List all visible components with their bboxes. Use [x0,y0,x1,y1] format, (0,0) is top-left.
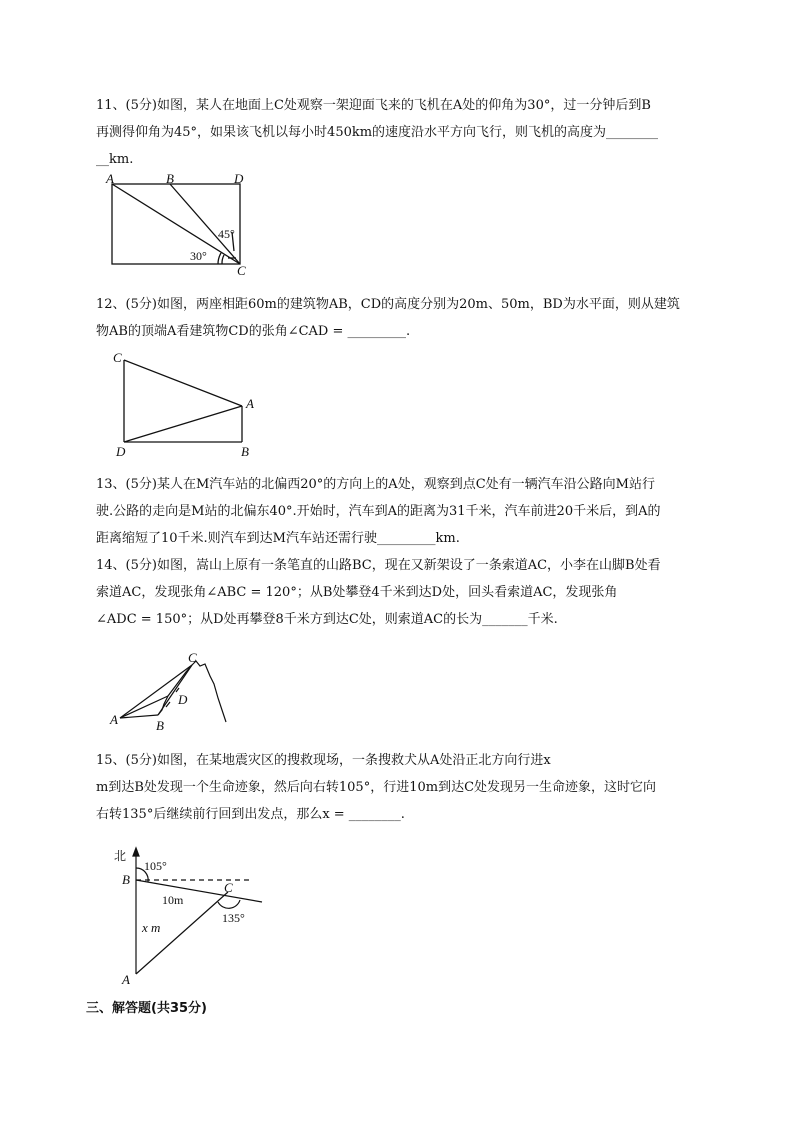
q11-line-1: 11、(5分)如图，某人在地面上C处观察一架迎面飞来的飞机在A处的仰角为30°，过一分钟后到B [96,98,651,113]
q15-angle-105: 105° [144,859,167,873]
q14-label-c: C [188,652,197,665]
q12-line-1: 12、(5分)如图，两座相距60m的建筑物AB，CD的高度分别为20m、50m，BD为水平面，则从建筑 [96,297,680,312]
q11-label-b: B [166,172,174,186]
q14-line-1: 14、(5分)如图，嵩山上原有一条笔直的山路BC，现在又新架设了一条索道AC，小李在山脚B处看 [96,558,661,573]
q15-label-x: x m [142,920,161,935]
q11-figure [100,172,260,278]
q15-label-north: 北 [114,849,127,863]
q12-label-d: D [116,444,126,459]
q14-label-b: B [156,718,164,733]
q14-label-d: D [178,692,188,707]
q14-line-3: ∠ADC = 150°；从D处再攀登8千米方到达C处，则索道AC的长为_______千米. [96,612,558,627]
q11-label-c: C [237,263,246,278]
q15-label-c: C [224,880,233,895]
q15-line-3: 右转135°后继续前行回到出发点，那么x = ________. [96,807,405,822]
q13-line-3: 距离缩短了10千米.则汽车到达M汽车站还需行驶_________km. [96,531,460,546]
q14-figure [106,652,236,736]
q15-label-b: B [122,872,130,887]
q13-line-2: 驶.公路的走向是M站的北偏东40°.开始时，汽车到A的距离为31千米，汽车前进20千米后，到A的 [96,504,661,519]
q12-label-b: B [241,444,249,459]
q11-line-3: __km. [96,152,134,167]
q15-angle-135: 135° [222,911,245,925]
q14-label-a: A [110,712,118,727]
q11-label-d: D [234,172,244,186]
section-title: 三、解答题(共35分) [86,1001,207,1016]
q12-figure [108,348,268,460]
q13-line-1: 13、(5分)某人在M汽车站的北偏西20°的方向上的A处，观察到点C处有一辆汽车沿公路向M站行 [96,477,655,492]
q11-line-2: 再测得仰角为45°，如果该飞机以每小时450km的速度沿水平方向飞行，则飞机的高度为________ [96,125,659,140]
q15-line-2: m到达B处发现一个生命迹象，然后向右转105°，行进10m到达C处发现另一生命迹象，这时它向 [96,780,657,795]
q15-label-a: A [122,972,130,987]
q12-label-c: C [113,350,122,365]
q11-label-a: A [106,172,114,186]
q11-angle-30: 30° [190,249,207,263]
q15-figure [110,844,280,988]
q14-line-2: 索道AC，发现张角∠ABC = 120°；从B处攀登4千米到达D处，回头看索道AC，发现张角 [96,585,618,600]
q15-dist-10m: 10m [162,893,184,907]
q12-line-2: 物AB的顶端A看建筑物CD的张角∠CAD = _________. [96,324,411,339]
q12-label-a: A [246,396,254,411]
q11-angle-45: 45° [218,227,235,241]
q15-line-1: 15、(5分)如图，在某地震灾区的搜救现场，一条搜救犬从A处沿正北方向行进x [96,753,551,768]
